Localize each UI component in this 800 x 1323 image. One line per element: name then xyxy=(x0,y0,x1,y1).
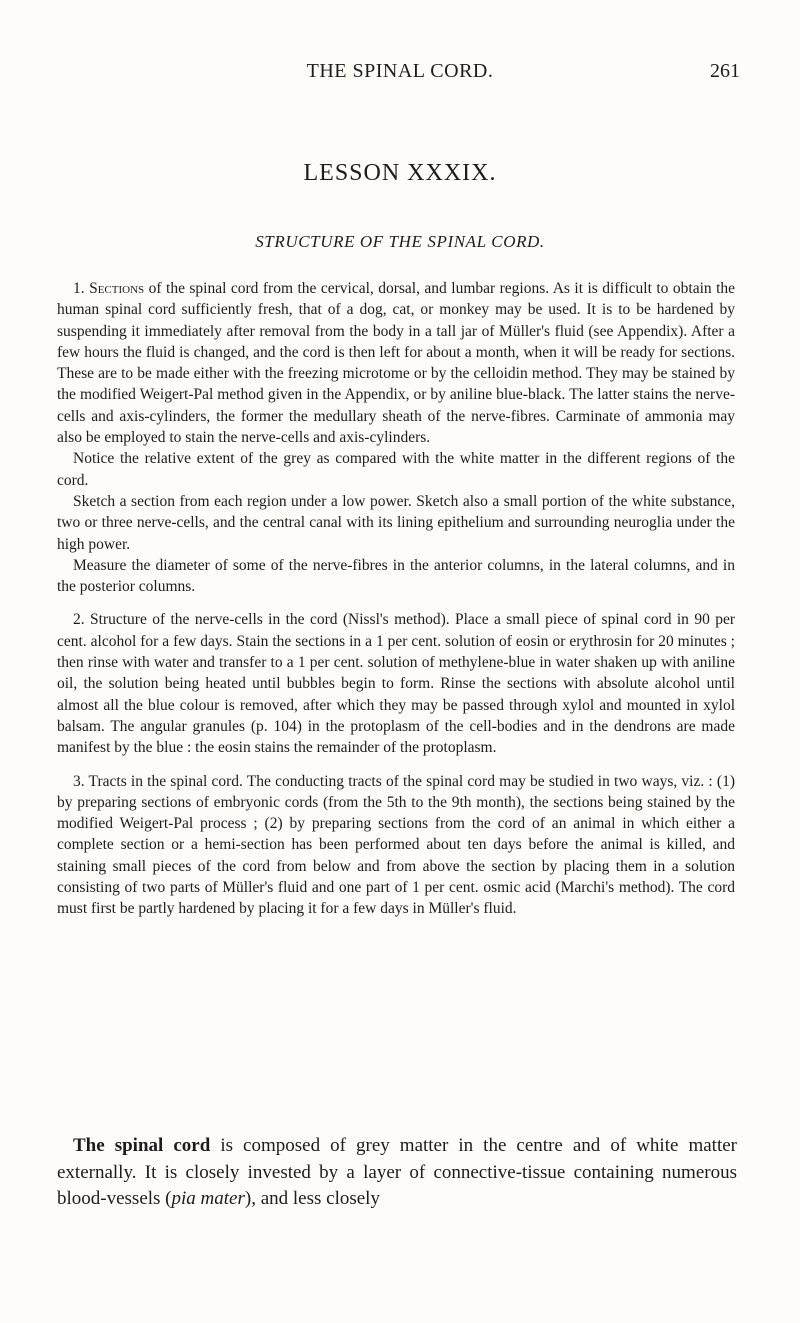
paragraph-lead: Sections xyxy=(89,280,145,297)
paragraph-tracts: 3. Tracts in the spinal cord. The conducting tracts of the spinal cord may be studied in two ways, viz. : (1) by preparing sections of embryonic cords (from the 5th to the 9th month), the sections being stained by the modified Weigert-Pal process ; (2) by preparing sections from the cord of an animal in which either a complete section or a hemi-section has been performed about ten days before the animal is killed, and staining small pieces of the cord from below and from above the section by placing them in a solution consisting of two parts of Müller's fluid and one part of 1 per cent. osmic acid (Marchi's method). The cord must first be partly hardened by placing it for a few days in Müller's fluid. xyxy=(57,772,735,918)
closing-text-b: ), and less closely xyxy=(244,1188,380,1209)
closing-section xyxy=(57,1133,737,1213)
lesson-body xyxy=(57,278,735,920)
paragraph-sketch: Sketch a section from each region under a low power. Sketch also a small portion of the white substance, two or three nerve-cells, and the central canal with its lining epithelium and surrounding neuroglia under the high power. xyxy=(57,492,735,553)
pia-mater-term: pia mater xyxy=(171,1188,245,1209)
closing-paragraph xyxy=(57,1133,737,1213)
running-header xyxy=(60,60,740,86)
lesson-subtitle: STRUCTURE OF THE SPINAL CORD. xyxy=(255,232,545,251)
page-number: 261 xyxy=(710,60,740,82)
paragraph-text: of the spinal cord from the cervical, dorsal, and lumbar regions. As it is difficult to obtain the human spinal cord sufficiently fresh, that of a dog, cat, or monkey may be used. It is to be hardened by suspending it immediately after removal from the body in a tall jar of Müller's fluid (see Appendix). After a few hours the fluid is changed, and the cord is then left for about a month, when it will be ready for sections. These are to be made either with the freezing microtome or by the celloidin method. They may be stained by the modified Weigert-Pal method given in the Appendix, or by aniline blue-black. The latter stains the nerve-cells and axis-cylinders, the former the medullary sheath of the nerve-fibres. Carminate of ammonia may also be employed to stain the nerve-cells and axis-cylinders. xyxy=(57,280,736,447)
paragraph-measure: Measure the diameter of some of the nerve-fibres in the anterior columns, in the lateral columns, and in the posterior columns. xyxy=(57,556,735,596)
running-title: THE SPINAL CORD. xyxy=(306,60,494,82)
closing-lead: The spinal cord xyxy=(73,1135,211,1156)
paragraph-notice: Notice the relative extent of the grey as compared with the white matter in the different regions of the cord. xyxy=(57,450,735,489)
paragraph-nissl: 2. Structure of the nerve-cells in the cord (Nissl's method). Place a small piece of spinal cord in 90 per cent. alcohol for a few days. Stain the sections in a 1 per cent. solution of eosin or erythrosin for 20 minutes ; then rinse with water and transfer to a 1 per cent. solution of methylene-blue in water shaken up with aniline oil, the solution being heated until bubbles begin to form. Rinse the sections with absolute alcohol until almost all the blue colour is removed, after which they may be passed through xylol and mounted in xylol balsam. The angular granules (p. 104) in the protoplasm of the cell-bodies and in the dendrons are made manifest by the blue : the eosin stains the remainder of the protoplasm. xyxy=(57,611,735,757)
closing-text-a: is composed of grey matter in the centre and of white matter externally. It is closely invested by a layer of connective-tissue containing numerous blood-vessels ( xyxy=(57,1135,737,1209)
paragraph-number: 1. xyxy=(73,280,85,297)
paragraph-sections xyxy=(57,278,735,448)
lesson-title: LESSON XXXIX. xyxy=(303,160,497,186)
